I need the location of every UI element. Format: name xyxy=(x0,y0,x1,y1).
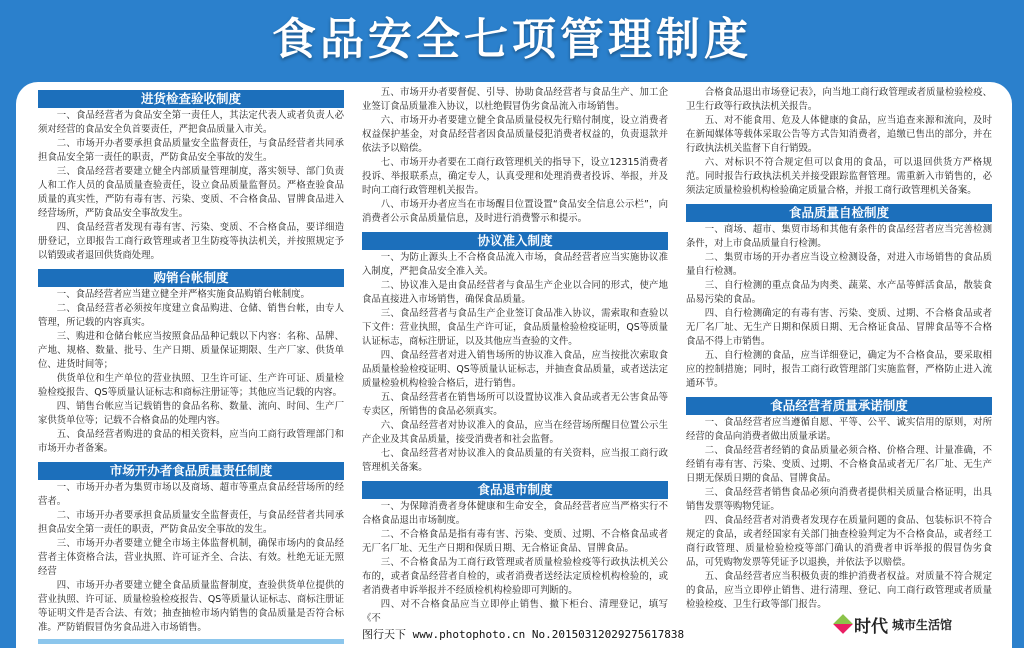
paragraph: 一、商场、超市、集贸市场和其他有条件的食品经营者应当完善检测条件，对上市食品质量自行检测。 xyxy=(686,224,992,249)
paragraph: 三、购进和仓储台帐应当按照食品品种记载以下内容：名称、品牌、产地、规格、数量、批号、生产日期、质量保证期限、生产厂家、供货单位、进货时间等； xyxy=(38,331,344,370)
paragraph: 一、市场开办者为集贸市场以及商场、超市等重点食品经营场所的经营者。 xyxy=(38,482,344,507)
column-3 xyxy=(686,86,992,637)
paragraph: 合格食品退出市场登记表》，向当地工商行政管理或者质量检验检疫、卫生行政等行政执法机关报告。 xyxy=(686,87,992,112)
section-body xyxy=(38,288,344,456)
paragraph: 二、协议准入是由食品经营者与食品生产企业以合同的形式，使产地食品直接进入市场销售，确保食品质量。 xyxy=(362,280,668,305)
paragraph: 七、市场开办者要在工商行政管理机关的指导下，设立12315消费者投诉、举报联系点，确定专人，认真受理和处理消费者投诉、举报，并及时向工商行政管理机关报告。 xyxy=(362,157,668,196)
paragraph: 五、食品经营者购进的食品的相关资料，应当向工商行政管理部门和市场开办者备案。 xyxy=(38,429,344,454)
paragraph: 三、自行检测的重点食品为肉类、蔬菜、水产品等鲜活食品，散装食品易污染的食品。 xyxy=(686,280,992,305)
paragraph: 四、食品经营者对消费者发现存在质量问题的食品、包装标识不符合规定的食品，或者经国家有关部门抽查检验判定为不合格食品，或者经工商行政管理、质量检验检疫等部门确认的消费者申诉举报的假冒伪劣食品，可凭购物发票等凭证予以退换，并依法予以赔偿。 xyxy=(686,515,992,568)
paragraph: 一、食品经营者为食品安全第一责任人，其法定代表人或者负责人必须对经营的食品安全负首要责任，严把食品质量入市关。 xyxy=(38,110,344,135)
section-body xyxy=(686,223,992,391)
decorative-bar xyxy=(38,639,344,644)
paragraph: 四、对不合格食品应当立即停止销售、撤下柜台、清理登记，填写《不 xyxy=(362,599,668,624)
paragraph: 六、食品经营者对协议准入的食品，应当在经营场所醒目位置公示生产企业及其食品质量，接受消费者和社会监督。 xyxy=(362,420,668,445)
column-1 xyxy=(38,86,344,644)
poster-title: 食品安全七项管理制度 xyxy=(272,14,752,65)
paragraph: 二、集贸市场的开办者应当设立检测设备，对进入市场销售的食品质量自行检测。 xyxy=(686,252,992,277)
logo-main: 时代 xyxy=(854,616,888,637)
paragraph: 五、自行检测的食品，应当详细登记，确定为不合格食品，要采取相应的控制措施；同时，报告工商行政管理部门实施监督，严格防止进入流通环节。 xyxy=(686,350,992,389)
section-body xyxy=(686,416,992,612)
section-body xyxy=(362,500,668,626)
paragraph: 七、食品经营者对协议准入的食品质量的有关资料，应当报工商行政管理机关备案。 xyxy=(362,448,668,473)
logo-sub: 城市生活馆 xyxy=(892,617,953,632)
paragraph: 一、为保障消费者身体健康和生命安全，食品经营者应当严格实行不合格食品退出市场制度。 xyxy=(362,501,668,526)
section-header: 进货检查验收制度 xyxy=(38,90,344,108)
paragraph: 三、食品经营者与食品生产企业签订食品准入协议，需索取和查验以下文件：营业执照，食品生产许可证，食品质量检验检疫证明，QS等质量认证标志，商标注册证，以及其他应当查验的文件。 xyxy=(362,308,668,347)
watermark: 图行天下 www.photophoto.cn No.20150312029275617838 xyxy=(362,628,685,641)
section-body xyxy=(38,109,344,263)
paragraph: 二、食品经营者经销的食品质量必须合格、价格合理、计量准确，不经销有毒有害、污染、变质、过期、不合格食品或者无厂名厂址、无生产日期无保质日期的食品、冒牌食品。 xyxy=(686,445,992,484)
paragraph: 三、不合格食品为工商行政管理或者质量检验检疫等行政执法机关公布的，或者食品经营者自检的，或者消费者送经法定质检机构检验的，或者消费者申诉举报并不经质检机构检验即可判断的。 xyxy=(362,557,668,596)
paragraph: 五、市场开办者要督促、引导、协助食品经营者与食品生产、加工企业签订食品质量准入协议，以杜绝假冒伪劣食品流入市场销售。 xyxy=(362,87,668,112)
paragraph: 四、食品经营者对进入销售场所的协议准入食品，应当按批次索取食品质量检验检疫证明、QS等质量认证标志，并抽查食品质量，或者送法定质量检验机构检验合格后，进行销售。 xyxy=(362,350,668,389)
section-header: 食品退市制度 xyxy=(362,481,668,499)
logo-diamond-icon xyxy=(833,614,853,634)
column-2 xyxy=(362,86,685,642)
paragraph: 五、对不能食用、危及人体健康的食品，应当追查来源和流向，及时在新闻媒体等载体采取公告等方式告知消费者，追缴已售出的部分，并在行政执法机关监督下自行销毁。 xyxy=(686,115,992,154)
paragraph: 二、市场开办者要承担食品质量安全监督责任，与食品经营者共同承担食品安全第一责任的职责，严防食品安全事故的发生。 xyxy=(38,138,344,163)
paragraph: 供货单位和生产单位的营业执照、卫生许可证、生产许可证、质量检验检疫报告、QS等质量认证标志和商标注册证等；其他应当记载的内容。 xyxy=(38,373,344,398)
paragraph: 三、市场开办者要建立健全市场主体监督机制，确保市场内的食品经营者主体资格合法，营业执照、许可证齐全、合法、有效。杜绝无证无照经营 xyxy=(38,538,344,577)
paragraph: 三、食品经营者销售食品必须向消费者提供相关质量合格证明，出具销售发票等购物凭证。 xyxy=(686,487,992,512)
paragraph: 三、食品经营者要建立健全内部质量管理制度，落实领导、部门负责人和工作人员的食品质量查验责任，设立食品质量监督员。严格查验食品质量的真实性，严防有毒有害、污染、变质、不合格食品、冒牌食品进入经营场所，严防食品安全事故发生。 xyxy=(38,166,344,219)
logo xyxy=(836,614,992,637)
paragraph: 二、市场开办者要承担食品质量安全监督责任，与食品经营者共同承担食品安全第一责任的职责，严防食品安全事故的发生。 xyxy=(38,510,344,535)
section-header: 食品质量自检制度 xyxy=(686,204,992,222)
paragraph: 八、市场开办者应当在市场醒目位置设置“食品安全信息公示栏”，向消费者公示食品质量信息，及时进行消费警示和提示。 xyxy=(362,199,668,224)
section-body xyxy=(362,86,668,226)
section-header: 食品经营者质量承诺制度 xyxy=(686,397,992,415)
paragraph: 五、食品经营者应当积极负责的维护消费者权益。对质量不符合规定的食品，应当立即停止销售、进行清理、登记、向工商行政管理或者质量检验检疫、卫生行政等部门报告。 xyxy=(686,571,992,610)
paragraph: 四、市场开办者要建立健全食品质量监督制度，查验供货单位提供的营业执照、许可证、质量检验检疫报告、QS等质量认证标志、商标注册证等证明文件是否合法、有效；抽查抽检市场内销售的食品质量是否符合标准。严防销假冒伪劣食品进入市场销售。 xyxy=(38,580,344,633)
section-header: 购销台帐制度 xyxy=(38,269,344,287)
paragraph: 四、自行检测确定的有毒有害、污染、变质、过期、不合格食品或者无厂名厂址、无生产日期和保质日期、无合格证食品、冒牌食品等不合格食品不得上市销售。 xyxy=(686,308,992,347)
content-panel xyxy=(16,82,1012,648)
paragraph: 一、食品经营者应当遵循自愿、平等、公平、诚实信用的原则，对所经营的食品向消费者做出质量承诺。 xyxy=(686,417,992,442)
paragraph: 一、为防止源头上不合格食品流入市场，食品经营者应当实施协议准入制度，严把食品安全准入关。 xyxy=(362,252,668,277)
section-body xyxy=(686,86,992,198)
paragraph: 四、销售台帐应当记载销售的食品名称、数量、流向、时间、生产厂家供货单位等；记载不合格食品的处理内容。 xyxy=(38,401,344,426)
section-header: 市场开办者食品质量责任制度 xyxy=(38,462,344,480)
section-body xyxy=(38,481,344,635)
paragraph: 六、对标识不符合规定但可以食用的食品，可以退回供货方严格规范。同时报告行政执法机关并接受跟踪监督管理。需重新入市销售的，必须法定质量检验机构检验确定质量合格，并报工商行政管理机关备案。 xyxy=(686,157,992,196)
paragraph: 六、市场开办者要建立健全食品质量侵权先行赔付制度，设立消费者权益保护基金，对食品经营者因食品质量侵犯消费者权益的，负责退款并依法予以赔偿。 xyxy=(362,115,668,154)
paragraph: 五、食品经营者在销售场所可以设置协议准入食品或者无公害食品等专卖区，所销售的食品必须真实。 xyxy=(362,392,668,417)
paragraph: 一、食品经营者应当建立健全并严格实施食品购销台帐制度。 xyxy=(56,289,310,300)
paragraph: 二、不合格食品是指有毒有害、污染、变质、过期、不合格食品或者无厂名厂址、无生产日期和保质日期、无合格证食品、冒牌食品。 xyxy=(362,529,668,554)
section-body xyxy=(362,251,668,475)
paragraph: 二、食品经营者必须按年度建立食品购进、仓储、销售台帐，由专人管理，所记载的内容真实。 xyxy=(38,303,344,328)
paragraph: 四、食品经营者发现有毒有害、污染、变质、不合格食品，要详细造册登记，立即报告工商行政管理或者卫生防疫等执法机关，并按照规定予以销毁或者退回供货商处理。 xyxy=(38,222,344,261)
section-header: 协议准入制度 xyxy=(362,232,668,250)
